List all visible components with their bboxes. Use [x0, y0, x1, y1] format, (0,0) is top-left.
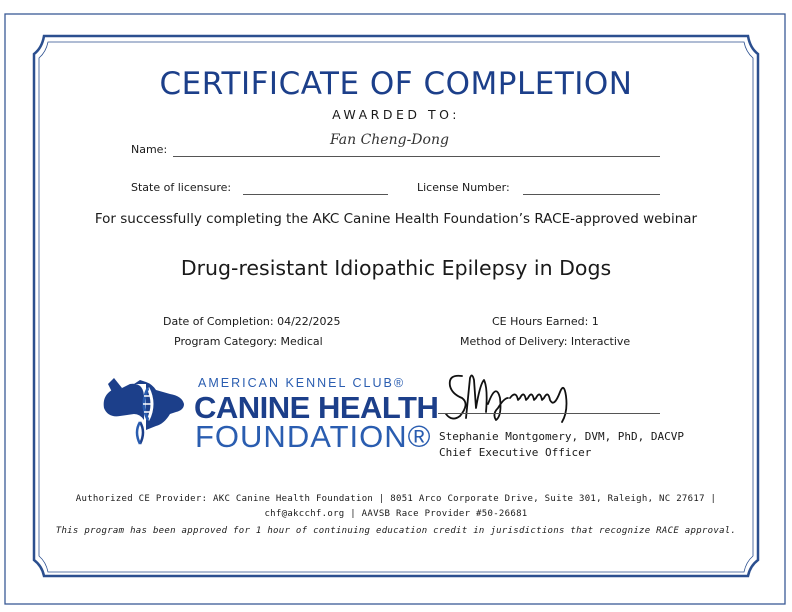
handwritten-signature: [440, 368, 590, 428]
program-category: Program Category: Medical: [174, 335, 323, 348]
awarded-to-label: AWARDED TO:: [332, 107, 460, 122]
signatory-name: Stephanie Montgomery, DVM, PhD, DACVP: [439, 430, 685, 443]
recipient-name: Fan Cheng-Dong: [330, 132, 449, 148]
date-of-completion: Date of Completion: 04/22/2025: [163, 315, 341, 328]
logo-canine-health-text: CANINE HEALTH: [194, 390, 439, 425]
name-label: Name:: [131, 143, 168, 156]
method-of-delivery: Method of Delivery: Interactive: [460, 335, 631, 348]
footer-provider-line: Authorized CE Provider: AKC Canine Health Foundation | 8051 Arco Corporate Drive, Suite 301, Raleigh, NC 27617 |: [75, 494, 717, 504]
footer-contact-line: chf@akcchf.org | AAVSB Race Provider #50-26681: [264, 509, 528, 519]
akc-chf-logo: [100, 372, 439, 454]
logo-foundation-text: FOUNDATION®: [195, 419, 432, 454]
footer-approval-note: This program has been approved for 1 hour of continuing education credit in jurisdictions that recognize RACE approval.: [55, 526, 737, 536]
dog-dna-icon: [100, 374, 190, 448]
signature-line: [438, 413, 660, 414]
course-title: Drug-resistant Idiopathic Epilepsy in Dogs: [180, 256, 612, 280]
license-number-label: License Number:: [417, 181, 510, 194]
state-of-licensure-label: State of licensure:: [131, 181, 232, 194]
completion-statement: For successfully completing the AKC Canine Health Foundation’s RACE-approved webinar: [94, 211, 698, 227]
signatory-title: Chief Executive Officer: [439, 446, 592, 459]
state-underline: [243, 194, 388, 195]
certificate-title: CERTIFICATE OF COMPLETION: [159, 66, 633, 102]
license-underline: [523, 194, 660, 195]
ce-hours-earned: CE Hours Earned: 1: [492, 315, 599, 328]
logo-akc-text: AMERICAN KENNEL CLUB®: [198, 376, 406, 390]
name-underline: [173, 156, 660, 157]
